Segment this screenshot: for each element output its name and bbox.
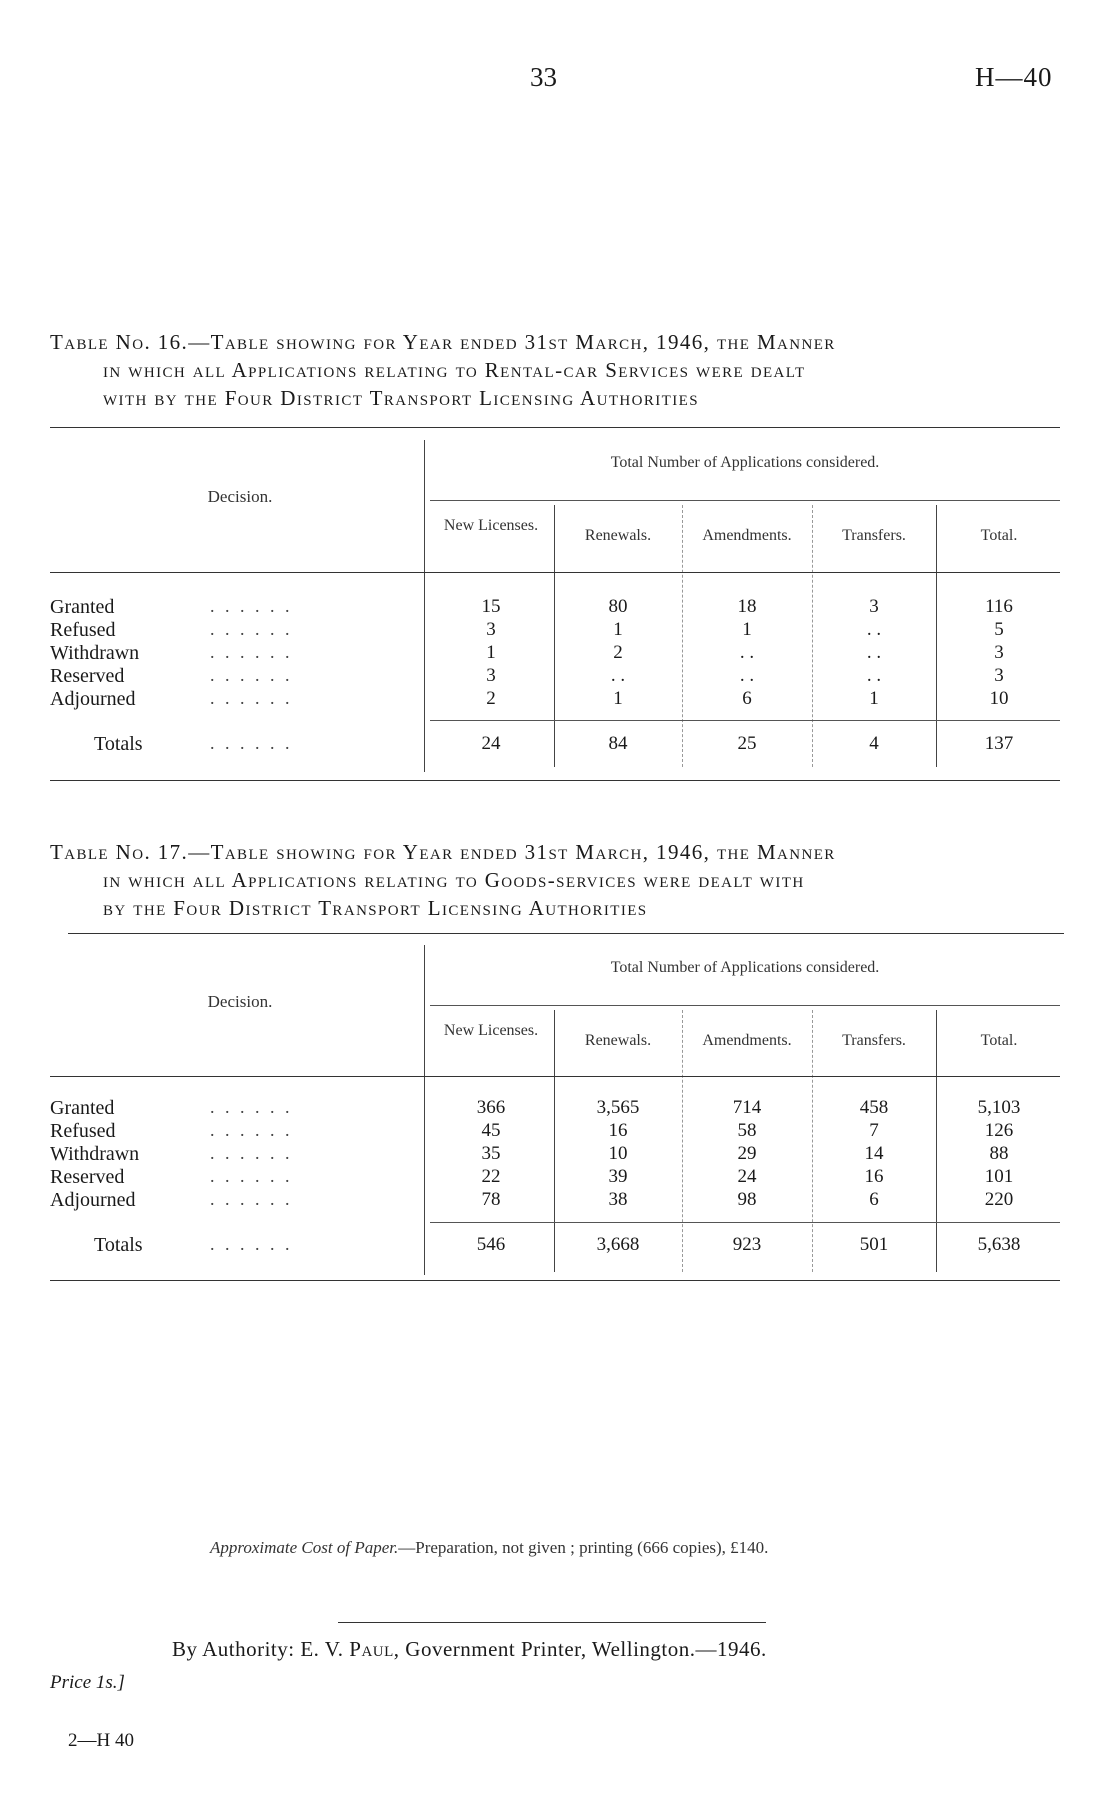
table-16-cell: 1 xyxy=(486,642,496,663)
table-16-col-renewals: Renewals. xyxy=(584,527,652,544)
table-17-title-line-2: in which all Applications relating to Goods-services were dealt with xyxy=(103,868,805,892)
table-16-header-rule xyxy=(50,572,1060,573)
table-16-total-cell: 25 xyxy=(737,733,757,754)
table-16-row-label: Reserved xyxy=(50,665,125,687)
table-17-cell: 714 xyxy=(732,1097,762,1118)
table-16-cell: 2 xyxy=(613,642,623,663)
table-16-total-cell: 137 xyxy=(984,733,1014,754)
table-17-bottom-rule xyxy=(50,1280,1060,1281)
table-17-totals-label: Totals xyxy=(94,1234,143,1256)
table-16-row-leader: . . . . . . xyxy=(210,665,293,685)
table-16-cell: . . xyxy=(866,619,882,640)
table-17-cell: 16 xyxy=(864,1166,884,1187)
table-17-cell: 458 xyxy=(859,1097,889,1118)
table-17-row-leader: . . . . . . xyxy=(210,1143,293,1163)
table-16-row-label: Granted xyxy=(50,596,115,618)
table-16-col-transfers: Transfers. xyxy=(842,527,906,544)
table-16-decision-divider xyxy=(424,440,425,772)
table-16-row-leader: . . . . . . xyxy=(210,642,293,662)
table-17-total-cell: 501 xyxy=(859,1234,889,1255)
table-17-title xyxy=(50,838,836,922)
cost-note-label: Approximate Cost of Paper. xyxy=(210,1538,399,1557)
table-16-cell: 1 xyxy=(613,688,623,709)
table-17-row-leader: . . . . . . xyxy=(210,1166,293,1186)
table-17-cell: 220 xyxy=(984,1189,1014,1210)
table-16-totals-label: Totals xyxy=(94,733,143,755)
table-16-cell: 15 xyxy=(481,596,501,617)
table-17-cell: 78 xyxy=(481,1189,501,1210)
table-17-totals-leader: . . . . . . xyxy=(210,1234,293,1254)
table-17-cell: 366 xyxy=(476,1097,506,1118)
table-16-cell: . . xyxy=(739,665,755,686)
table-16-cell: . . xyxy=(739,642,755,663)
table-16-top-rule xyxy=(50,427,1060,428)
table-16-total-cell: 84 xyxy=(608,733,628,754)
table-16-cell: 1 xyxy=(742,619,752,640)
table-16-cell: 2 xyxy=(486,688,496,709)
table-17-cell: 22 xyxy=(481,1166,501,1187)
table-16-cell: 3 xyxy=(486,619,496,640)
table-17-col-new-licenses: New Licenses. xyxy=(443,1022,539,1039)
table-16-cell: 3 xyxy=(869,596,879,617)
table-17-cell: 24 xyxy=(737,1166,757,1187)
table-17-col-divider xyxy=(682,1010,683,1272)
table-16-row-label: Withdrawn xyxy=(50,642,140,664)
table-17-total-cell: 3,668 xyxy=(596,1234,640,1255)
table-17-cell: 3,565 xyxy=(596,1097,640,1118)
table-17-col-divider xyxy=(554,1010,555,1272)
table-17-title-line-3: by the Four District Transport Licensing Authorities xyxy=(103,896,648,920)
table-17-cell: 98 xyxy=(737,1189,757,1210)
table-17-total-cell: 546 xyxy=(476,1234,506,1255)
table-17-row-leader: . . . . . . xyxy=(210,1189,293,1209)
table-17-row-label: Reserved xyxy=(50,1166,125,1188)
table-17-cell: 6 xyxy=(869,1189,879,1210)
table-17-row-label: Adjourned xyxy=(50,1189,136,1211)
table-16-title-line-2: in which all Applications relating to Rental-car Services were dealt xyxy=(103,358,806,382)
table-16-col-new-licenses: New Licenses. xyxy=(443,517,539,534)
table-16-col-divider xyxy=(812,505,813,767)
table-16-total-cell: 24 xyxy=(481,733,501,754)
table-17-totals-rule xyxy=(430,1222,1060,1223)
table-17-cell: 126 xyxy=(984,1120,1014,1141)
table-17-cell: 7 xyxy=(869,1120,879,1141)
table-17-row-label: Granted xyxy=(50,1097,115,1119)
authority-prefix: By Authority: E. V. xyxy=(172,1637,350,1661)
table-16-cell: 6 xyxy=(742,688,752,709)
table-17-cell: 58 xyxy=(737,1120,757,1141)
table-17-decision-header: Decision. xyxy=(207,992,273,1011)
table-16-title-line-3: with by the Four District Transport Licensing Authorities xyxy=(103,386,699,410)
table-16-cell: 3 xyxy=(994,642,1004,663)
table-16-row-leader: . . . . . . xyxy=(210,619,293,639)
table-16-cell: . . xyxy=(866,642,882,663)
table-16-col-amendments: Amendments. xyxy=(702,527,792,544)
table-17-decision-divider xyxy=(424,945,425,1275)
page-reference: H—40 xyxy=(975,62,1053,92)
table-17-title-line-1: Table No. 17.—Table showing for Year ended 31st March, 1946, the Manner xyxy=(50,840,836,864)
table-17-row-leader: . . . . . . xyxy=(210,1097,293,1117)
table-17-col-divider xyxy=(812,1010,813,1272)
table-17-cell: 88 xyxy=(989,1143,1009,1164)
table-17-cell: 14 xyxy=(864,1143,884,1164)
table-17-cell: 38 xyxy=(608,1189,628,1210)
table-17-group-rule xyxy=(430,1005,1060,1006)
table-17-col-divider xyxy=(936,1010,937,1272)
authority-printer: Paul xyxy=(349,1637,394,1661)
table-17-col-total: Total. xyxy=(980,1032,1018,1049)
table-16-cell: 1 xyxy=(613,619,623,640)
table-16-totals-rule xyxy=(430,720,1060,721)
table-16-cell: 5 xyxy=(994,619,1004,640)
table-17-col-amendments: Amendments. xyxy=(702,1032,792,1049)
price: Price 1s.] xyxy=(50,1672,125,1693)
table-16-totals-leader: . . . . . . xyxy=(210,733,293,753)
cost-note xyxy=(210,1538,768,1558)
page-number: 33 xyxy=(530,62,557,92)
authority-line xyxy=(172,1637,767,1662)
table-16-title-line-1: Table No. 16.—Table showing for Year ended 31st March, 1946, the Manner xyxy=(50,330,836,354)
cost-note-text: —Preparation, not given ; printing (666 copies), £140. xyxy=(398,1538,769,1557)
table-17-col-renewals: Renewals. xyxy=(584,1032,652,1049)
table-16-cell: . . xyxy=(610,665,626,686)
table-16-cell: 80 xyxy=(608,596,628,617)
authority-suffix: , Government Printer, Wellington.—1946. xyxy=(393,1637,767,1661)
table-16-decision-header: Decision. xyxy=(207,487,273,506)
table-16-col-divider xyxy=(554,505,555,767)
table-17-header-rule xyxy=(50,1076,1060,1077)
table-16-cell: 3 xyxy=(994,665,1004,686)
table-16-cell: 116 xyxy=(985,596,1013,617)
table-16-title xyxy=(50,328,836,412)
table-17-total-cell: 5,638 xyxy=(977,1234,1021,1255)
table-17-cell: 16 xyxy=(608,1120,628,1141)
table-17-cell: 45 xyxy=(481,1120,501,1141)
table-16-col-total: Total. xyxy=(980,527,1018,544)
table-17-group-header: Total Number of Applications considered. xyxy=(610,959,880,976)
table-17-row-label: Refused xyxy=(50,1120,116,1142)
table-17-cell: 29 xyxy=(737,1143,757,1164)
table-17-top-rule xyxy=(68,933,1064,934)
table-16-col-divider xyxy=(682,505,683,767)
table-16-cell: 3 xyxy=(486,665,496,686)
table-17-cell: 10 xyxy=(608,1143,628,1164)
table-16-row-label: Adjourned xyxy=(50,688,136,710)
table-16-col-divider xyxy=(936,505,937,767)
table-17-cell: 5,103 xyxy=(977,1097,1021,1118)
table-17-cell: 101 xyxy=(984,1166,1014,1187)
table-17-total-cell: 923 xyxy=(732,1234,762,1255)
table-16-cell: 10 xyxy=(989,688,1009,709)
table-17-col-transfers: Transfers. xyxy=(842,1032,906,1049)
table-16-row-leader: . . . . . . xyxy=(210,596,293,616)
table-16-total-cell: 4 xyxy=(869,733,879,754)
table-16-row-leader: . . . . . . xyxy=(210,688,293,708)
table-16-cell: 18 xyxy=(737,596,757,617)
table-16-cell: 1 xyxy=(869,688,879,709)
table-16-row-label: Refused xyxy=(50,619,116,641)
table-17-cell: 39 xyxy=(608,1166,628,1187)
table-16-group-header: Total Number of Applications considered. xyxy=(610,454,880,471)
table-17-cell: 35 xyxy=(481,1143,501,1164)
authority-rule xyxy=(338,1622,766,1623)
table-16-cell: . . xyxy=(866,665,882,686)
table-16-group-rule xyxy=(430,500,1060,501)
footer-reference: 2—H 40 xyxy=(68,1730,134,1751)
table-17-row-label: Withdrawn xyxy=(50,1143,140,1165)
table-17-row-leader: . . . . . . xyxy=(210,1120,293,1140)
table-16-bottom-rule xyxy=(50,780,1060,781)
